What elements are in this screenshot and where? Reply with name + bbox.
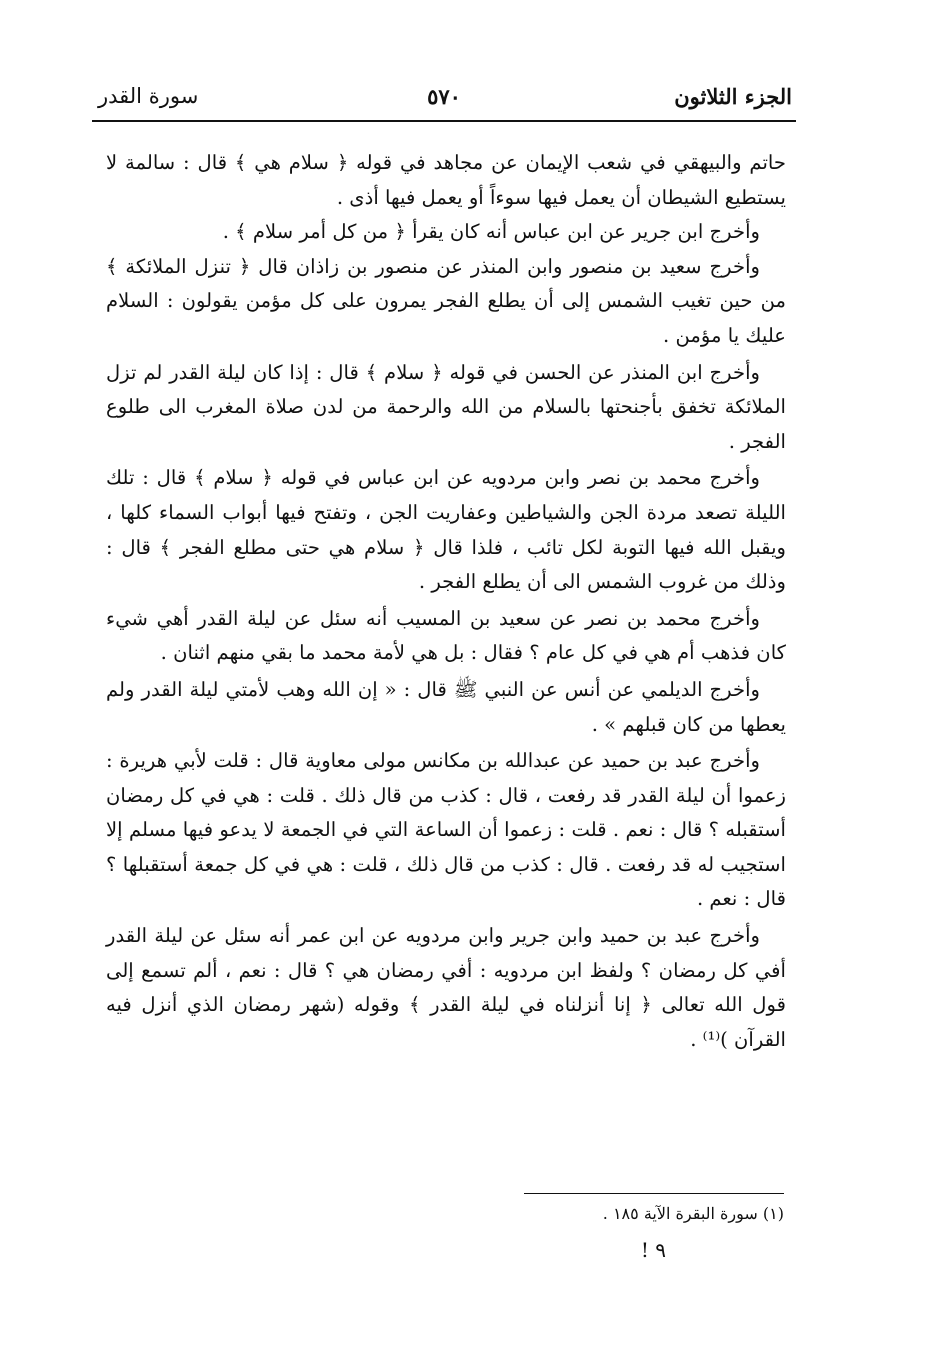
paragraph: وأخرج ابن جرير عن ابن عباس أنه كان يقرأ ﴿ من كل أمر سلام ﴾ . bbox=[222, 220, 760, 244]
paragraph: وأخرج سعيد بن منصور وابن المنذر عن منصور بن زاذان قال ﴿ تنزل الملائكة ﴾ من حين تغيب الشمس إلى أن يطلع الفجر يمرون على كل مؤمن يقولون : السلام عليك يا مؤمن . bbox=[106, 254, 786, 347]
paragraph: وأخرج الديلمي عن أنس عن النبي ﷺ قال : « إن الله وهب لأمتي ليلة القدر ولم يعطها من كان قبلهم » . bbox=[106, 677, 786, 736]
footnote-divider bbox=[524, 1193, 784, 1194]
paragraph: حاتم والبيهقي في شعب الإيمان عن مجاهد في قوله ﴿ سلام هي ﴾ قال : سالمة لا يستطيع الشيطان أن يعمل فيها سوءاً أو يعمل فيها أذى . bbox=[106, 151, 786, 209]
paragraph: وأخرج ابن المنذر عن الحسن في قوله ﴿ سلام ﴾ قال : إذا كان ليلة القدر لم تزل الملائكة تخفق بأجنحتها بالسلام من الله والرحمة من لدن صلاة المغرب الى طلوع الفجر . bbox=[106, 360, 786, 453]
paragraph: وأخرج عبد بن حميد وابن جرير وابن مردويه عن ابن عمر أنه سئل عن ليلة القدر أفي كل رمضان ؟ ولفظ ابن مردويه : أفي رمضان هي ؟ قال : نعم ، ألم تسمع إلى قول الله تعالى ﴿ إنا أنزلناه في ليلة القدر ﴾ وقوله (شهر رمضان الذي أنزل فيه القرآن )⁽¹⁾ . bbox=[106, 924, 786, 1051]
paragraph: وأخرج محمد بن نصر عن سعيد بن المسيب أنه سئل عن ليلة القدر أهي شيء كان فذهب أم هي في كل عام ؟ فقال : بل هي لأمة محمد ما بقي منهم اثنان . bbox=[106, 606, 786, 665]
running-header bbox=[92, 70, 796, 122]
page-number: ٥٧٠ bbox=[427, 84, 461, 109]
page-marks: ٩ ! bbox=[640, 1238, 666, 1262]
main-text bbox=[106, 146, 786, 1057]
surah-title: سورة القدر bbox=[98, 84, 199, 108]
footnote: (١) سورة البقرة الآية ١٨٥ . bbox=[602, 1204, 784, 1223]
part-title: الجزء الثلاثون bbox=[674, 84, 792, 109]
paragraph: وأخرج عبد بن حميد عن عبدالله بن مكانس مولى معاوية قال : قلت لأبي هريرة : زعموا أن ليلة القدر قد رفعت ، قال : كذب من قال ذلك . قلت : هي في كل رمضان أستقبله ؟ قال : نعم . قلت : زعموا أن الساعة التي في الجمعة لا يدعو فيها مسلم إلا استجيب له قد رفعت . قال : كذب من قال ذلك ، قلت : هي في كل جمعة أستقبلها ؟ قال : نعم . bbox=[106, 749, 786, 911]
paragraph: وأخرج محمد بن نصر وابن مردويه عن ابن عباس في قوله ﴿ سلام ﴾ قال : تلك الليلة تصعد مردة الجن والشياطين وعفاريت الجن ، وتفتح فيها أبواب السماء كلها ، ويقبل الله فيها التوبة لكل تائب ، فلذا قال ﴿ سلام هي حتى مطلع الفجر ﴾ قال : وذلك من غروب الشمس الى أن يطلع الفجر . bbox=[106, 466, 786, 594]
book-page bbox=[92, 70, 796, 1310]
